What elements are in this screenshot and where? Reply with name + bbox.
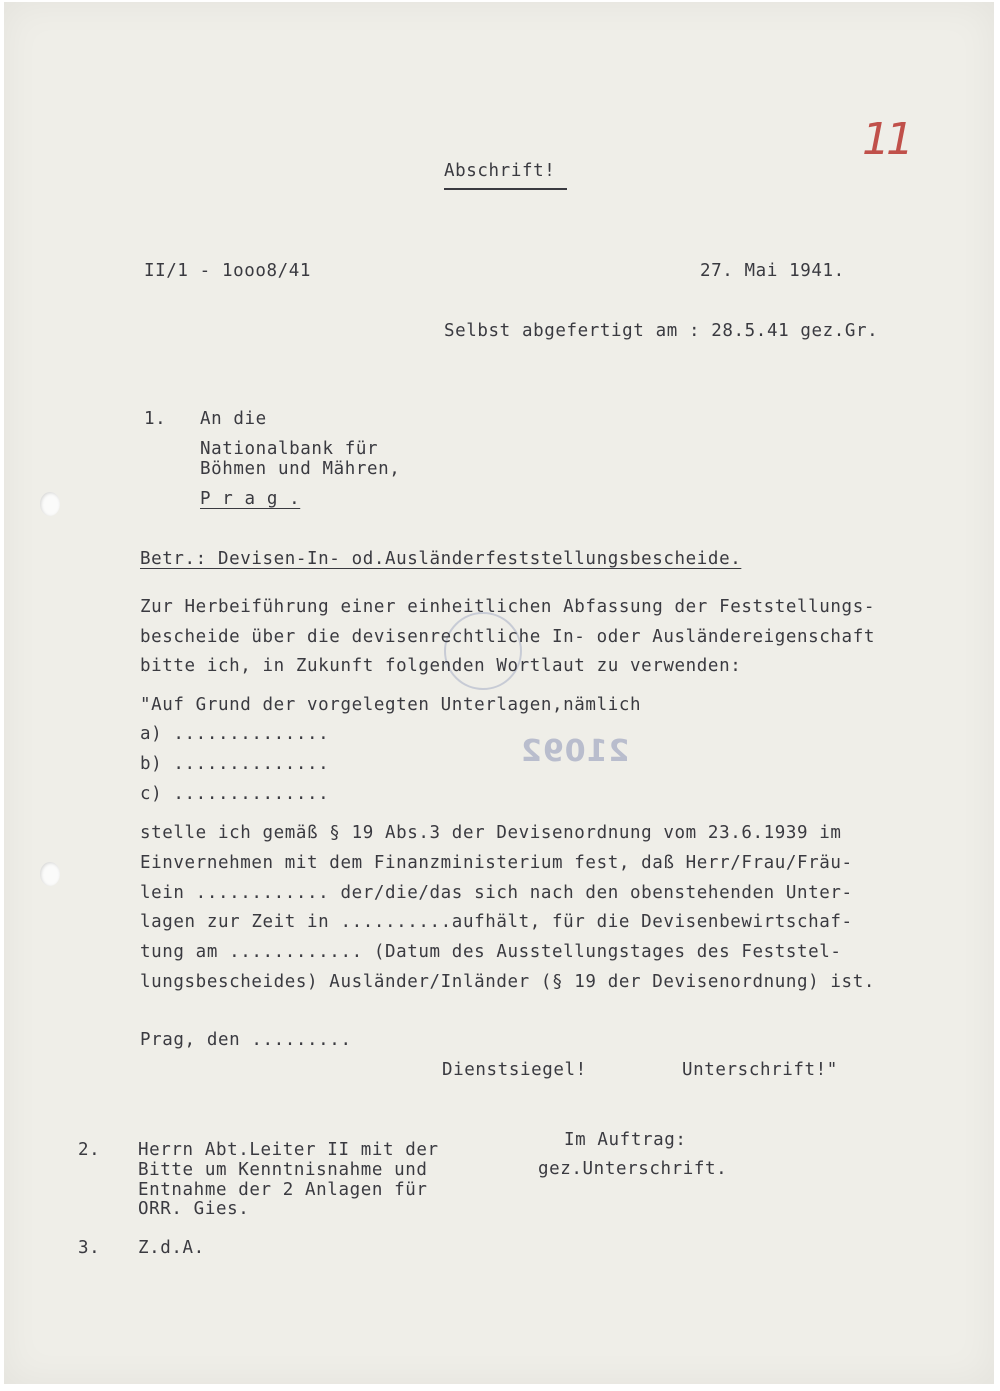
- recipient-line-2: Nationalbank für: [200, 439, 379, 459]
- reference-number: II/1 - 1ooo8/41: [144, 261, 312, 281]
- place-date-line: Prag, den .........: [140, 1030, 352, 1050]
- signature-label: Unterschrift!": [682, 1060, 838, 1080]
- body-line-13: lungsbescheides) Ausländer/Inländer (§ 19 der Devisenordnung) ist.: [140, 972, 875, 992]
- body-line-1: Zur Herbeiführung einer einheitlichen Abfassung der Feststellungs-: [140, 597, 875, 617]
- list-item-b: b) ..............: [140, 754, 330, 774]
- body-line-3: bitte ich, in Zukunft folgenden Wortlaut zu verwenden:: [140, 656, 742, 676]
- document-page: [4, 2, 994, 1384]
- item-2-line-4: ORR. Gies.: [138, 1199, 250, 1219]
- punch-hole-top: [40, 492, 60, 516]
- item-3-number: 3.: [78, 1238, 101, 1258]
- item-2-number: 2.: [78, 1140, 101, 1160]
- item-2-line-3: Entnahme der 2 Anlagen für: [138, 1180, 428, 1200]
- letter-date: 27. Mai 1941.: [700, 261, 845, 281]
- official-seal-label: Dienstsiegel!: [442, 1060, 587, 1080]
- body-line-8: stelle ich gemäß § 19 Abs.3 der Devisenordnung vom 23.6.1939 im: [140, 823, 842, 843]
- signature-block-line-1: Im Auftrag:: [564, 1130, 687, 1150]
- recipient-line-3: Böhmen und Mähren,: [200, 459, 401, 479]
- body-line-4: "Auf Grund der vorgelegten Unterlagen,nämlich: [140, 695, 642, 715]
- signature-block-line-2: gez.Unterschrift.: [538, 1159, 728, 1179]
- subject-line: Betr.: Devisen-In- od.Ausländerfeststellungsbescheide.: [140, 549, 742, 569]
- page-number-mark: 11: [862, 114, 910, 165]
- list-item-c: c) ..............: [140, 784, 330, 804]
- body-line-11: lagen zur Zeit in ..........aufhält, für die Devisenbewirtschaf-: [140, 912, 853, 932]
- stamp-number: 21092: [520, 734, 630, 769]
- dispatch-note: Selbst abgefertigt am : 28.5.41 gez.Gr.: [444, 321, 879, 341]
- body-line-2: bescheide über die devisenrechtliche In- oder Ausländereigenschaft: [140, 627, 875, 647]
- list-item-a: a) ..............: [140, 724, 330, 744]
- recipient-city: P r a g .: [200, 489, 301, 509]
- item-1-number: 1.: [144, 409, 167, 429]
- heading-underline: [444, 188, 567, 190]
- item-2-line-2: Bitte um Kenntnisnahme und: [138, 1160, 428, 1180]
- item-3-text: Z.d.A.: [138, 1238, 205, 1258]
- body-line-10: lein ............ der/die/das sich nach den obenstehenden Unter-: [140, 883, 853, 903]
- recipient-line-1: An die: [200, 409, 267, 429]
- body-line-12: tung am ............ (Datum des Ausstellungstages des Feststel-: [140, 942, 842, 962]
- body-line-9: Einvernehmen mit dem Finanzministerium fest, daß Herr/Frau/Fräu-: [140, 853, 853, 873]
- item-2-line-1: Herrn Abt.Leiter II mit der: [138, 1140, 439, 1160]
- heading: Abschrift!: [444, 161, 556, 181]
- punch-hole-bottom: [40, 862, 60, 886]
- seal-imprint: [444, 612, 522, 690]
